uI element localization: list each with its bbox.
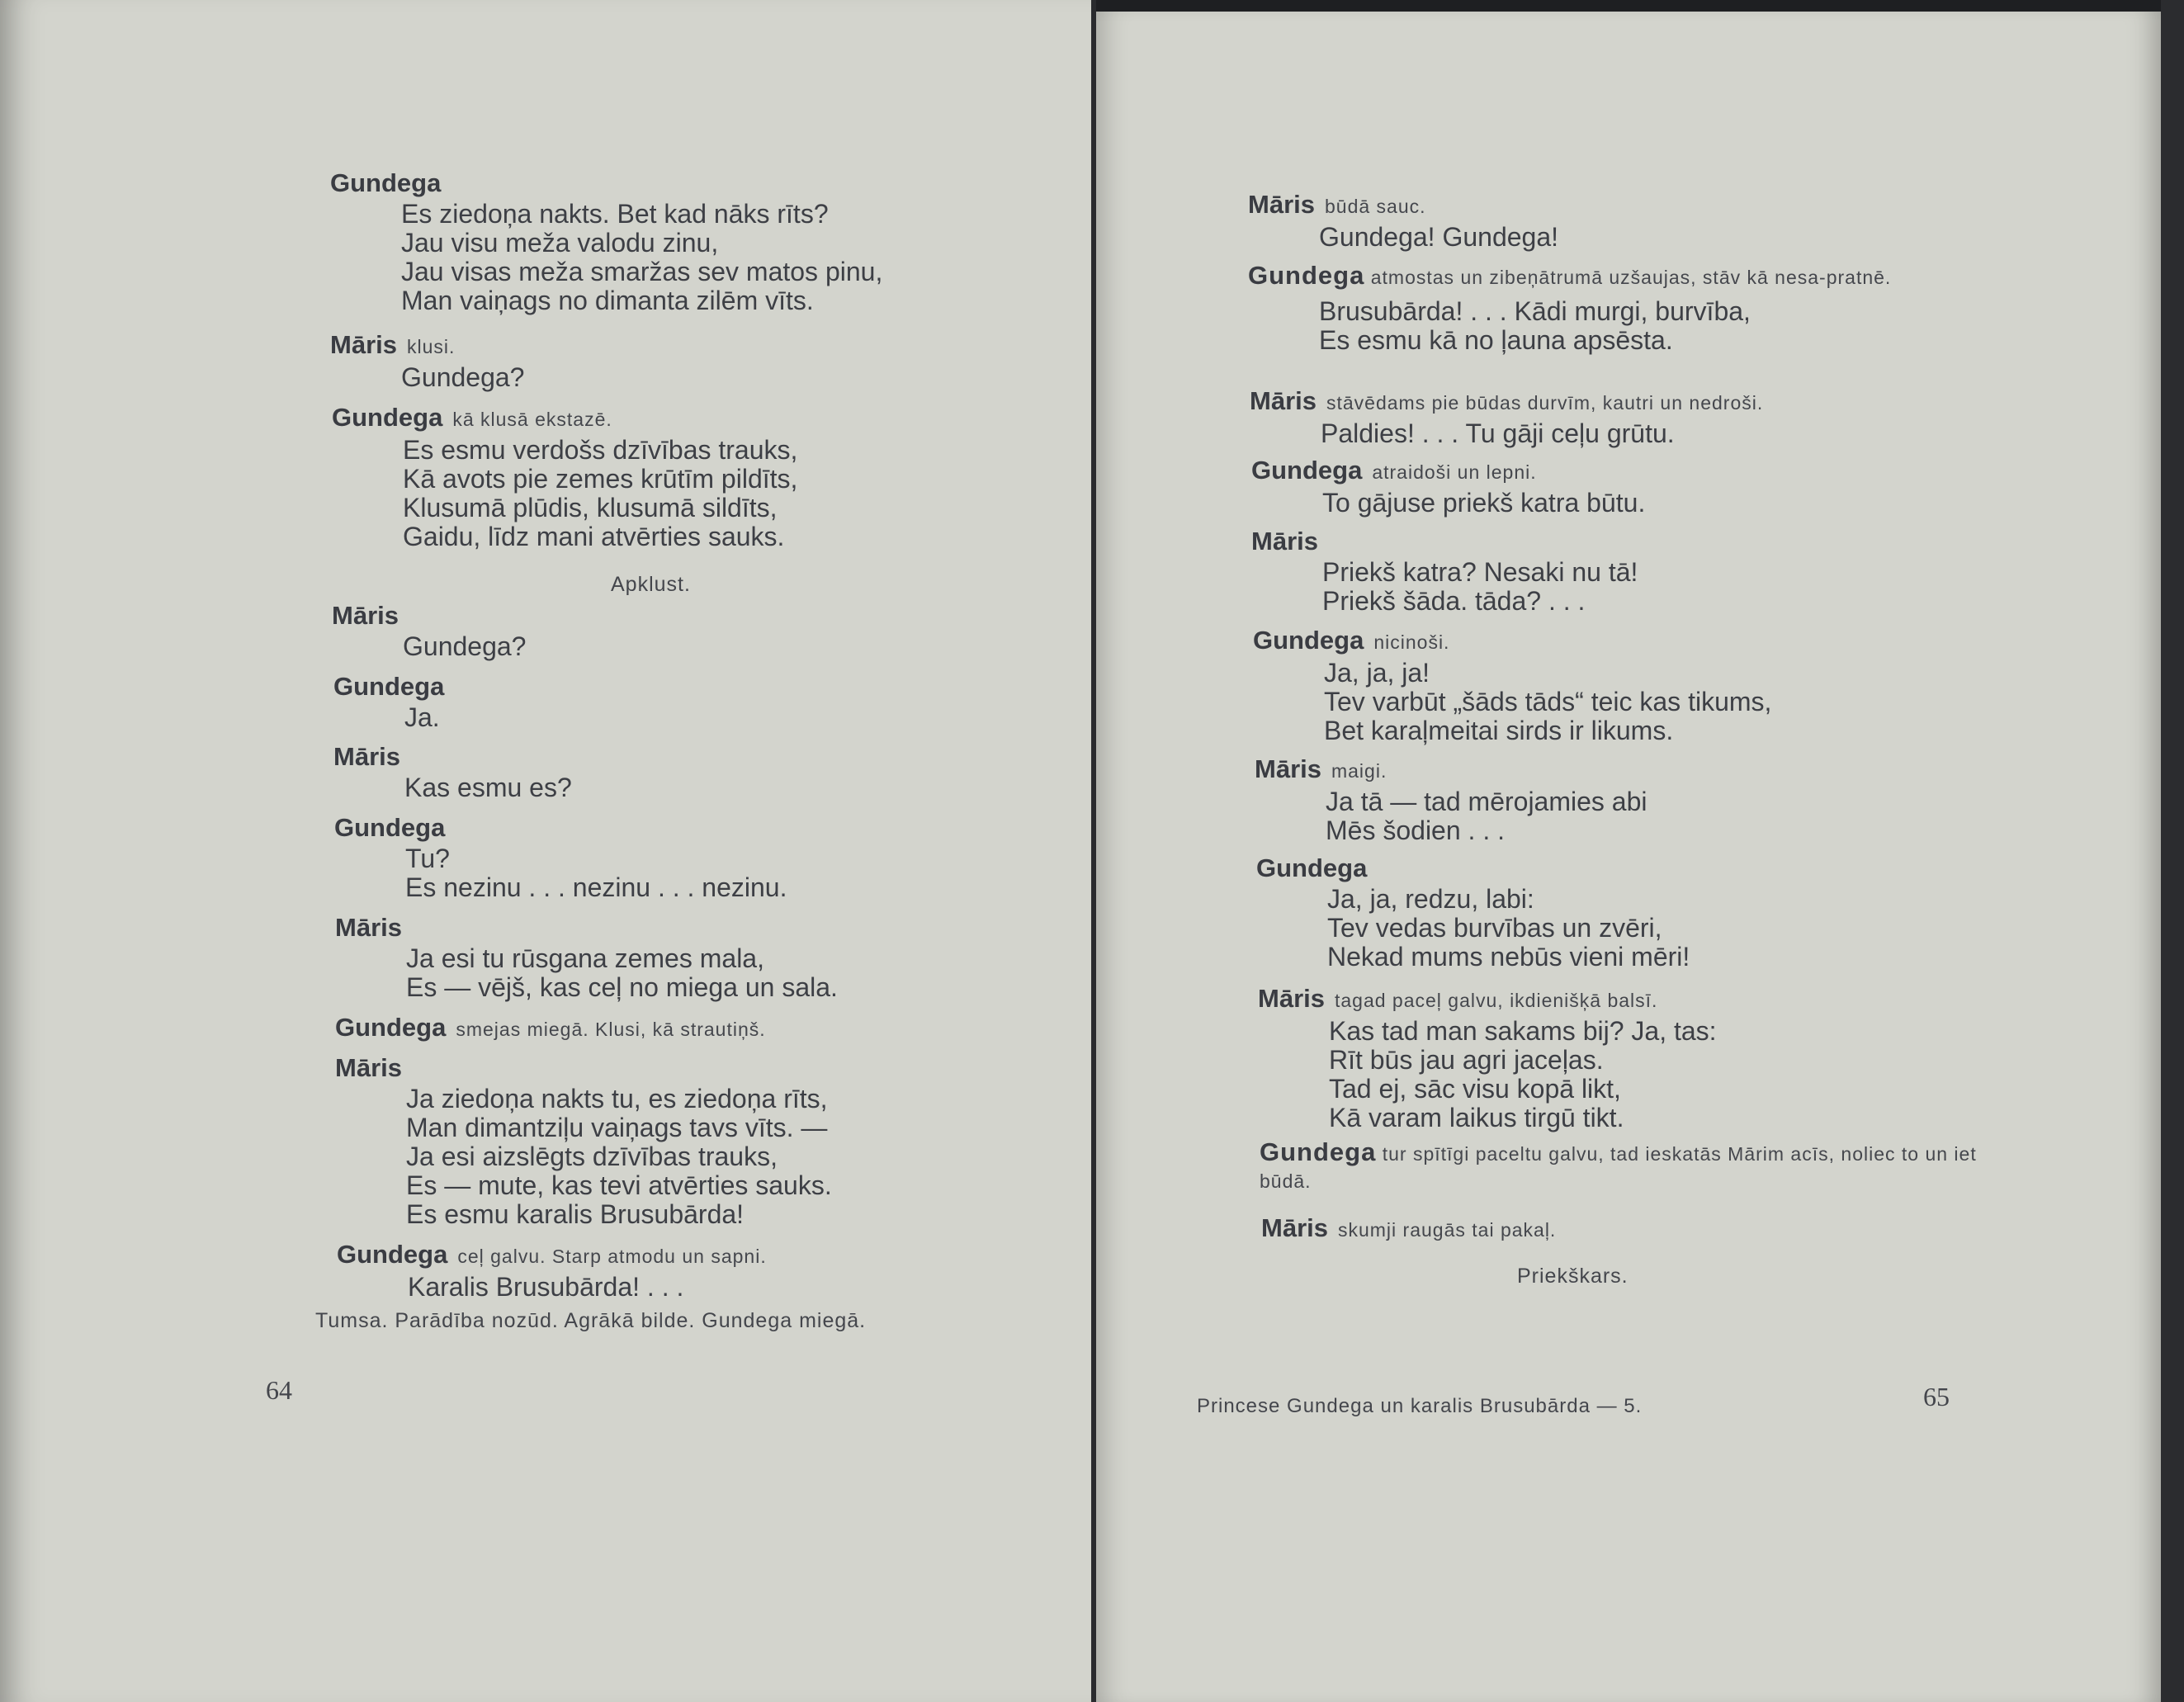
speaker-name: Māris maigi.	[1255, 754, 1387, 783]
verse-line: Es — vējš, kas ceļ no miega un sala.	[406, 972, 838, 1002]
stage-direction: tagad paceļ galvu, ikdienišķā balsī.	[1334, 990, 1658, 1011]
dialogue-block	[1255, 753, 1647, 845]
verse-line: Man vaiņags no dimanta zilēm vīts.	[401, 286, 814, 315]
speaker-name: Māris klusi.	[330, 330, 456, 359]
dialogue-block	[1250, 385, 1763, 448]
speaker-name: Māris	[335, 913, 402, 942]
verse-line: Es esmu kā no ļauna apsēsta.	[1319, 325, 1673, 355]
verse-lines	[408, 1273, 767, 1302]
dialogue-block	[1253, 624, 1771, 745]
page-number: 65	[1923, 1382, 1950, 1411]
verse-line: Ja tā — tad mērojamies abi	[1326, 787, 1647, 816]
dialogue-block	[1251, 525, 1638, 616]
verse-line: Man dimantziļu vaiņags tavs vīts. —	[406, 1113, 828, 1142]
dialogue-block	[333, 740, 572, 802]
verse-line: Priekš katra? Nesaki nu tā!	[1322, 557, 1638, 587]
verse-line: Tev varbūt „šāds tāds“ teic kas tikums,	[1324, 687, 1772, 716]
dialogue-block	[1248, 259, 1974, 355]
verse-lines	[406, 1085, 832, 1229]
verse-line: Gaidu, līdz mani atvērties sauks.	[403, 522, 785, 551]
verse-line: Ja.	[404, 702, 440, 732]
verse-lines	[401, 200, 882, 315]
verse-line: Jau visas meža smaržas sev matos pinu,	[401, 257, 883, 286]
verse-line: Es esmu karalis Brusubārda!	[406, 1199, 745, 1229]
speaker-name: Gundega	[1256, 853, 1368, 882]
speaker-name: Māris	[333, 742, 400, 771]
stage-direction: tur spītīgi paceltu galvu, tad ieskatās Mārim acīs, noliec to un iet būdā.	[1260, 1143, 1977, 1192]
verse-line: Kā varam laikus tirgū tikt.	[1329, 1103, 1624, 1132]
verse-line: Ja, ja, redzu, labi:	[1327, 884, 1534, 914]
verse-line: Bet karaļmeitai sirds ir likums.	[1324, 716, 1674, 745]
verse-line: Nekad mums nebūs vieni mēri!	[1327, 942, 1690, 972]
verse-line: Karalis Brusubārda! . . .	[408, 1272, 684, 1302]
dialogue-block	[1251, 454, 1645, 518]
verse-lines	[404, 773, 572, 802]
verse-lines	[403, 632, 526, 661]
speaker-name: Māris stāvēdams pie būdas durvīm, kautri un nedroši.	[1250, 386, 1764, 415]
stage-direction: maigi.	[1331, 760, 1387, 782]
speaker-name: Gundega	[334, 813, 446, 842]
dialogue-block	[335, 1052, 832, 1229]
dialogue-block	[330, 329, 524, 392]
speaker-name: Gundega nicinoši.	[1253, 626, 1450, 655]
verse-lines	[1322, 489, 1645, 518]
speaker-with-direction	[1260, 1136, 1986, 1194]
scene-direction: Tumsa. Parādība nozūd. Agrākā bilde. Gundega miegā.	[315, 1309, 867, 1332]
verse-line: Rīt būs jau agri jaceļas.	[1329, 1045, 1604, 1075]
verse-line: Ja, ja, ja!	[1324, 658, 1430, 688]
dialogue-block	[1248, 188, 1558, 252]
verse-line: Ja esi tu rūsgana zemes mala,	[406, 943, 764, 973]
verse-line: Ja ziedoņa nakts tu, es ziedoņa rīts,	[406, 1084, 828, 1113]
verse-line: Gundega! Gundega!	[1319, 222, 1559, 252]
verse-line: Kas esmu es?	[404, 773, 572, 802]
page-number: 64	[266, 1375, 292, 1405]
stage-direction: skumji raugās tai pakaļ.	[1337, 1219, 1557, 1241]
speaker-name: Māris	[1251, 527, 1318, 556]
speaker-name: Māris skumji raugās tai pakaļ.	[1261, 1213, 1557, 1242]
dialogue-block	[334, 811, 787, 902]
speaker-name: Gundega	[330, 168, 442, 197]
dialogue-block	[330, 167, 882, 315]
stage-direction: Apklust.	[611, 573, 691, 596]
verse-lines	[1322, 558, 1638, 616]
verse-line: Paldies! . . . Tu gāji ceļu grūtu.	[1321, 418, 1675, 448]
dialogue-block	[335, 911, 838, 1002]
stage-direction: smejas miegā. Klusi, kā strautiņš.	[456, 1019, 766, 1040]
verse-line: Klusumā plūdis, klusumā sildīts,	[403, 493, 778, 522]
verse-lines	[1327, 885, 1690, 972]
dialogue-block	[333, 670, 444, 732]
verse-line: Es — mute, kas tevi atvērties sauks.	[406, 1170, 832, 1200]
verse-lines	[1319, 223, 1558, 252]
speaker-name: Gundega smejas miegā. Klusi, kā strautiņš.	[335, 1013, 766, 1042]
verse-lines	[1319, 297, 1974, 355]
verse-lines	[403, 436, 797, 551]
speaker-name: Māris	[335, 1053, 402, 1082]
curtain-direction: Priekškars.	[1517, 1265, 1629, 1288]
book-edge	[2161, 0, 2184, 1702]
dialogue-block	[337, 1238, 767, 1302]
speaker-name: Gundega	[333, 672, 445, 701]
stage-direction: kā klusā ekstazē.	[452, 409, 612, 430]
verse-lines	[405, 844, 787, 902]
left-page	[0, 0, 1091, 1702]
stage-direction: klusi.	[406, 336, 456, 357]
verse-line: Tu?	[405, 844, 450, 873]
verse-line: Kas tad man sakams bij? Ja, tas:	[1329, 1016, 1717, 1046]
speaker-name: Māris	[332, 601, 399, 630]
stage-direction: nicinoši.	[1373, 631, 1450, 653]
speaker-with-direction	[1248, 259, 1974, 292]
verse-line: Jau visu meža valodu zinu,	[401, 228, 719, 258]
verse-line: Ja esi aizslēgts dzīvības trauks,	[406, 1142, 778, 1171]
right-page	[1096, 12, 2161, 1702]
speaker-name: Gundega ceļ galvu. Starp atmodu un sapni.	[337, 1240, 767, 1269]
verse-line: Brusubārda! . . . Kādi murgi, burvība,	[1319, 296, 1751, 326]
verse-line: Tev vedas burvības un zvēri,	[1327, 913, 1662, 943]
dialogue-block	[332, 401, 797, 551]
stage-direction: atraidoši un lepni.	[1372, 461, 1537, 483]
dialogue-block	[1256, 852, 1690, 972]
verse-line: Es esmu verdošs dzīvības trauks,	[403, 435, 798, 465]
verse-line: Mēs šodien . . .	[1326, 816, 1505, 845]
dialogue-block	[1261, 1212, 1556, 1246]
speaker-name: Gundega atraidoši un lepni.	[1251, 456, 1537, 485]
verse-lines	[404, 703, 444, 732]
stage-direction: atmostas un zibeņātrumā uzšaujas, stāv kā nesa-pratnē.	[1370, 267, 1892, 288]
verse-lines	[1321, 419, 1763, 448]
verse-line: Gundega?	[403, 631, 527, 661]
verse-line: Gundega?	[401, 362, 525, 392]
speaker-name: Gundega kā klusā ekstazē.	[332, 403, 612, 432]
speaker-name: Māris būdā sauc.	[1248, 190, 1426, 219]
verse-line: Es ziedoņa nakts. Bet kad nāks rīts?	[401, 199, 829, 229]
verse-lines	[401, 363, 524, 392]
stage-direction: ceļ galvu. Starp atmodu un sapni.	[457, 1246, 767, 1267]
speaker-name: Gundega	[1248, 261, 1365, 290]
stage-direction: stāvēdams pie būdas durvīm, kautri un nedroši.	[1326, 392, 1764, 414]
verse-lines	[1324, 659, 1771, 745]
verse-line: Kā avots pie zemes krūtīm pildīts,	[403, 464, 798, 494]
verse-line: Priekš šāda. tāda? . . .	[1322, 586, 1586, 616]
verse-line: Es nezinu . . . nezinu . . . nezinu.	[405, 872, 787, 902]
verse-lines	[1329, 1017, 1717, 1132]
dialogue-block	[1260, 1136, 1986, 1194]
speaker-name: Māris tagad paceļ galvu, ikdienišķā balsī.	[1258, 984, 1658, 1013]
verse-line: Tad ej, sāc visu kopā likt,	[1329, 1074, 1621, 1104]
stage-direction: būdā sauc.	[1324, 196, 1426, 217]
verse-lines	[1326, 787, 1647, 845]
verse-lines	[406, 944, 838, 1002]
verse-line: To gājuse priekš katra būtu.	[1322, 488, 1646, 518]
dialogue-block	[335, 1011, 766, 1046]
speaker-name: Gundega	[1260, 1137, 1377, 1166]
book-footer: Princese Gundega un karalis Brusubārda — 5.	[1197, 1395, 1643, 1417]
dialogue-block	[1258, 982, 1717, 1132]
dialogue-block	[332, 599, 526, 661]
